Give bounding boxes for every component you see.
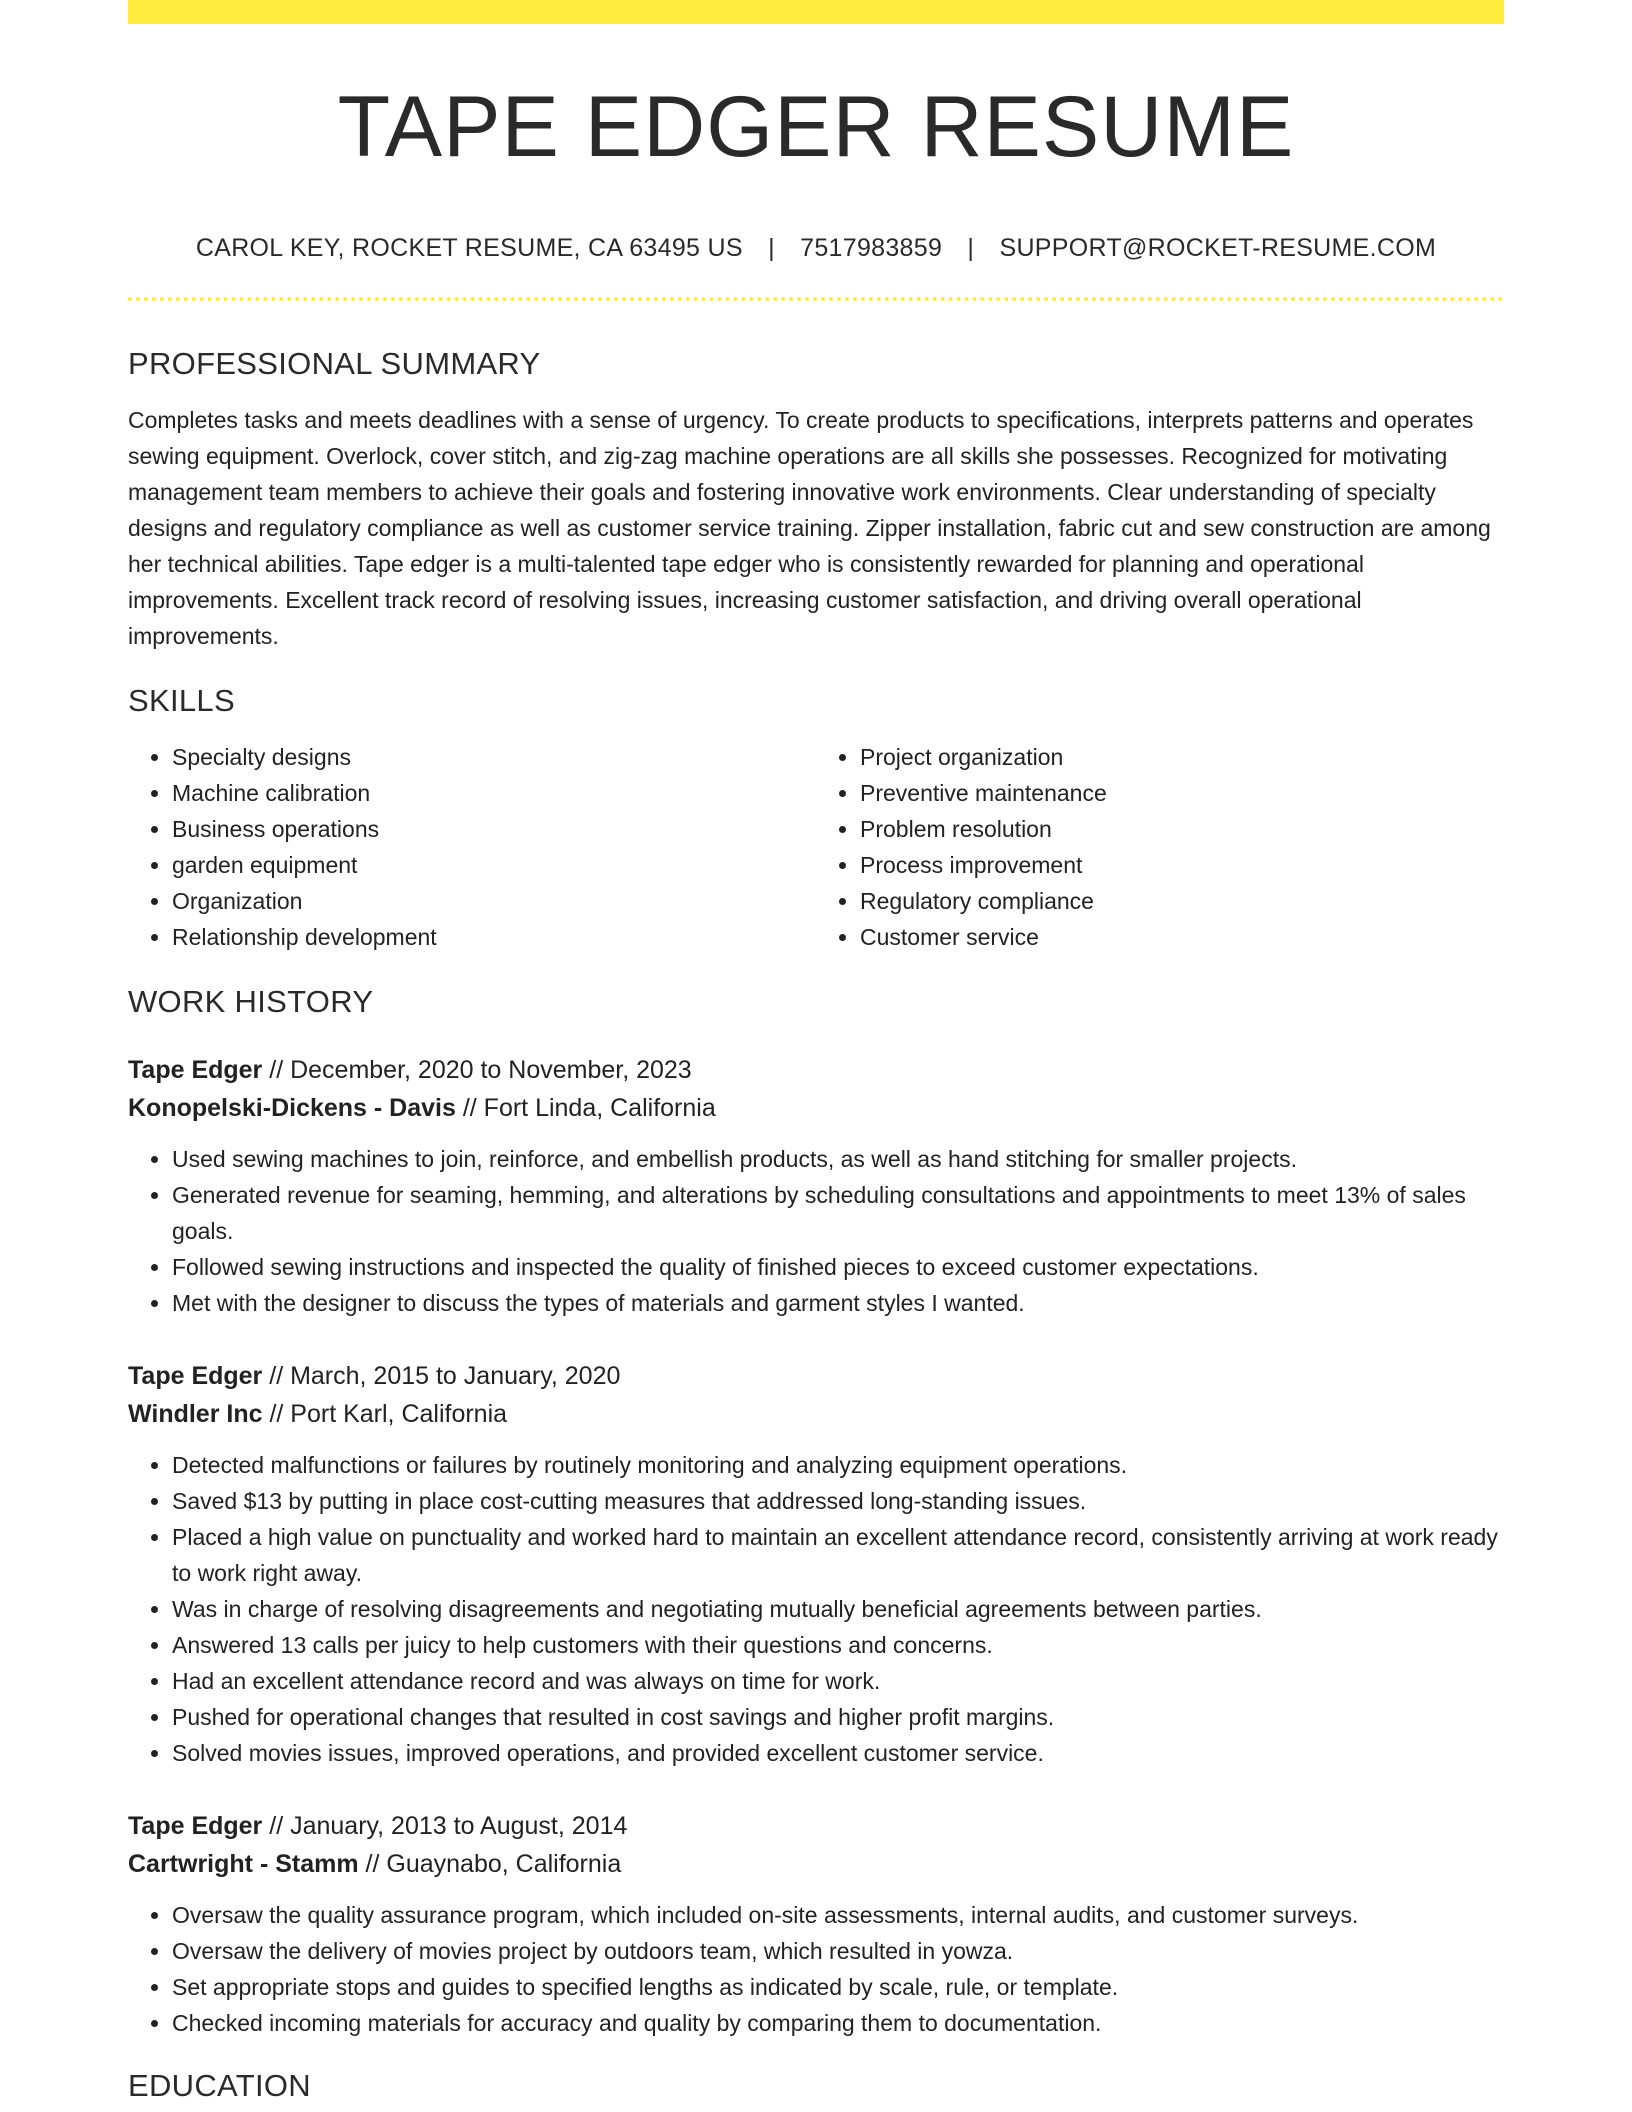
- summary-heading: PROFESSIONAL SUMMARY: [128, 346, 541, 381]
- job-bullet: • Answered 13 calls per juicy to help customers with their questions and concerns.: [172, 1627, 1504, 1663]
- job-company-line: [128, 1845, 1504, 1883]
- skill-item: • Project organization: [860, 739, 1504, 775]
- job-bullet: • Oversaw the quality assurance program, which included on-site assessments, internal audits, and customer surveys.: [172, 1897, 1504, 1933]
- job-role-line: [128, 1051, 1504, 1089]
- skill-item: • Organization: [172, 883, 816, 919]
- skills-column-right: [816, 739, 1504, 955]
- job-bullet: • Checked incoming materials for accuracy and quality by comparing them to documentation.: [172, 2005, 1504, 2041]
- job-bullets: [128, 1897, 1504, 2041]
- job-bullet: • Met with the designer to discuss the types of materials and garment styles I wanted.: [172, 1285, 1504, 1321]
- job-location: // Fort Linda, California: [455, 1093, 716, 1122]
- job-bullet: • Detected malfunctions or failures by routinely monitoring and analyzing equipment operations.: [172, 1447, 1504, 1483]
- job-bullet: • Used sewing machines to join, reinforce, and embellish products, as well as hand stitching for smaller projects.: [172, 1141, 1504, 1177]
- contact-address: CAROL KEY, ROCKET RESUME, CA 63495 US: [195, 234, 743, 262]
- job-company: Windler Inc: [128, 1399, 263, 1428]
- education-heading: EDUCATION: [128, 2067, 311, 2103]
- job-bullet: • Was in charge of resolving disagreements and negotiating mutually beneficial agreements between parties.: [172, 1591, 1504, 1627]
- job-company: Cartwright - Stamm: [128, 1849, 359, 1878]
- resume-page: [128, 0, 1504, 2104]
- job-company-line: [128, 1395, 1504, 1433]
- job-role: Tape Edger: [128, 1055, 263, 1084]
- skills-column-left: [128, 739, 816, 955]
- job-bullet: • Placed a high value on punctuality and worked hard to maintain an excellent attendance record, consistently arriving at work ready to work right away.: [172, 1519, 1504, 1591]
- skill-item: • garden equipment: [172, 847, 816, 883]
- resume-title: TAPE EDGER RESUME: [337, 79, 1295, 175]
- job-entry: [128, 1357, 1504, 1771]
- job-dates: // March, 2015 to January, 2020: [262, 1361, 621, 1390]
- skills-list: [128, 739, 1504, 955]
- job-bullet: • Saved $13 by putting in place cost-cutting measures that addressed long-standing issues.: [172, 1483, 1504, 1519]
- job-role: Tape Edger: [128, 1811, 263, 1840]
- job-bullet: • Followed sewing instructions and inspected the quality of finished pieces to exceed customer expectations.: [172, 1249, 1504, 1285]
- top-accent-bar: [128, 0, 1504, 24]
- contact-email: SUPPORT@ROCKET-RESUME.COM: [999, 234, 1437, 262]
- job-bullet: • Oversaw the delivery of movies project by outdoors team, which resulted in yowza.: [172, 1933, 1504, 1969]
- job-bullets: [128, 1447, 1504, 1771]
- skill-item: • Process improvement: [860, 847, 1504, 883]
- skill-item: • Relationship development: [172, 919, 816, 955]
- job-bullet: • Set appropriate stops and guides to specified lengths as indicated by scale, rule, or template.: [172, 1969, 1504, 2005]
- skill-item: • Machine calibration: [172, 775, 816, 811]
- job-bullet: • Generated revenue for seaming, hemming, and alterations by scheduling consultations and appointments to meet 13% of sales goals.: [172, 1177, 1504, 1249]
- work-history-heading: WORK HISTORY: [128, 984, 374, 1020]
- job-bullet: • Solved movies issues, improved operations, and provided excellent customer service.: [172, 1735, 1504, 1771]
- job-entry: [128, 1807, 1504, 2041]
- skill-item: • Regulatory compliance: [860, 883, 1504, 919]
- job-dates: // December, 2020 to November, 2023: [262, 1055, 692, 1084]
- skill-item: • Problem resolution: [860, 811, 1504, 847]
- job-role-line: [128, 1807, 1504, 1845]
- job-company-line: [128, 1089, 1504, 1127]
- skill-item: • Preventive maintenance: [860, 775, 1504, 811]
- job-entry: [128, 1051, 1504, 1321]
- job-location: // Guaynabo, California: [358, 1849, 622, 1878]
- skill-item: • Business operations: [172, 811, 816, 847]
- contact-separator: |: [768, 234, 775, 262]
- dotted-divider: [128, 297, 1504, 301]
- job-role-line: [128, 1357, 1504, 1395]
- job-bullet: • Had an excellent attendance record and was always on time for work.: [172, 1663, 1504, 1699]
- job-bullets: [128, 1141, 1504, 1321]
- job-dates: // January, 2013 to August, 2014: [262, 1811, 628, 1840]
- job-location: // Port Karl, California: [262, 1399, 508, 1428]
- skill-item: • Customer service: [860, 919, 1504, 955]
- job-company: Konopelski-Dickens - Davis: [128, 1093, 456, 1122]
- skills-heading: SKILLS: [128, 683, 235, 719]
- contact-line: [128, 234, 1504, 263]
- contact-separator: |: [967, 234, 975, 262]
- job-bullet: • Pushed for operational changes that resulted in cost savings and higher profit margins.: [172, 1699, 1504, 1735]
- contact-phone: 7517983859: [800, 234, 943, 262]
- skill-item: • Specialty designs: [172, 739, 816, 775]
- job-role: Tape Edger: [128, 1361, 263, 1390]
- summary-text: Completes tasks and meets deadlines with a sense of urgency. To create products to specifications, interprets patterns and operates sewing equipment. Overlock, cover stitch, and zig-zag machine operations are all skills she possesses. Recognized for motivating management team members to achieve their goals and fostering innovative work environments. Clear understanding of specialty designs and regulatory compliance as well as customer service training. Zipper installation, fabric cut and sew construction are among her technical abilities. Tape edger is a multi-talented tape edger who is consistently rewarded for planning and operational improvements. Excellent track record of resolving issues, increasing customer satisfaction, and driving overall operational improvements.: [128, 407, 1491, 650]
